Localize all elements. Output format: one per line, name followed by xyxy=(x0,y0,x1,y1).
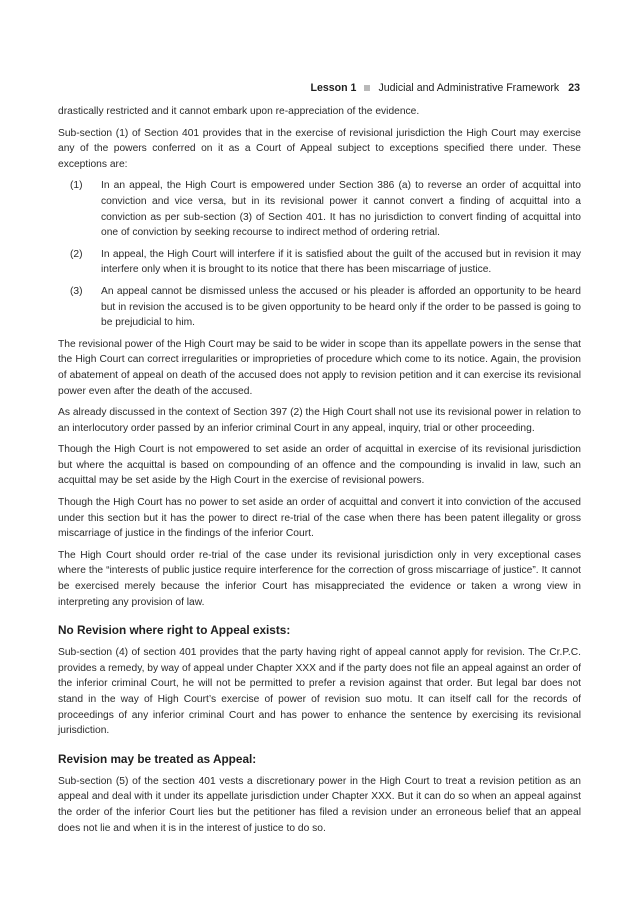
list-item-number: (1) xyxy=(70,180,83,192)
list-item-text: In appeal, the High Court will interfere if it is satisfied about the guilt of the accused but in revision it may interfere only when it is brought to its notice that there has been miscarriage of justice. xyxy=(101,248,581,276)
paragraph-intro: drastically restricted and it cannot embark upon re-appreciation of the evidence. xyxy=(58,106,420,117)
list-item-number: (2) xyxy=(70,248,83,260)
heading-revision-as-appeal: Revision may be treated as Appeal: xyxy=(58,751,257,766)
page-body xyxy=(58,104,581,842)
list-item-text: In an appeal, the High Court is empowered under Section 386 (a) to reverse an order of acquittal into conviction and vice versa, but in its revisional power it cannot convert a finding of acquittal into a conviction as per sub-section (3) of Section 401. It has no jurisdiction to convert finding of acquittal into one of conviction by seeking recourse to indirect method of ordering retrial. xyxy=(101,180,581,239)
paragraph-subsection-1: Sub-section (1) of Section 401 provides that in the exercise of revisional jurisdiction the High Court may exercise any of the powers conferred on it as a Court of Appeal subject to exceptions specified there under. These exceptions are: xyxy=(58,127,581,170)
paragraph-compounding: Though the High Court is not empowered to set aside an order of acquittal in exercise of its revisional jurisdiction but where the acquittal is based on compounding of an offence and the compounding is invalid in law, such an acquittal may be set aside by the High Court in the exercise of revisional powers. xyxy=(58,444,581,487)
paragraph-no-revision: Sub-section (4) of section 401 provides that the party having right of appeal cannot apply for revision. The Cr.P.C. provides a remedy, by way of appeal under Chapter XXX and if the party does not file an appeal against an order of the inferior criminal Court, he will not be permitted to prefer a revision against that order. But legal bar does not stand in the way of High Court’s exercise of power of revision suo motu. It can itself call for the records of proceedings of any inferior criminal Court and has power to enhance the sentence by exercising its revisional jurisdiction. xyxy=(58,647,581,737)
list-item xyxy=(58,178,581,240)
exceptions-list xyxy=(58,178,581,330)
chapter-title: Judicial and Administrative Framework xyxy=(378,82,560,94)
heading-no-revision: No Revision where right to Appeal exists: xyxy=(58,623,291,638)
paragraph-revision-as-appeal: Sub-section (5) of the section 401 vests a discretionary power in the High Court to treat a revision petition as an appeal and deal with it under its appellate jurisdiction under Chapter XXX. But it can do so when an appeal against the order of the inferior Court lies but the petitioner has filed a revision under an erroneous belief that an appeal does not lie and when it is in the interest of justice to do so. xyxy=(58,775,581,834)
list-item-number: (3) xyxy=(70,285,83,297)
paragraph-exceptional-cases: The High Court should order re-trial of the case under its revisional jurisdiction only in very exceptional cases where the “interests of public justice require interference for the correction of gross miscarriage of justice”. It cannot be exercised merely because the inferior Court has misappreciated the evidence or taken a wrong view in interpreting any provision of law. xyxy=(58,549,581,608)
page-number: 23 xyxy=(568,82,580,94)
list-item xyxy=(58,284,581,331)
paragraph-retrial: Though the High Court has no power to set aside an order of acquittal and convert it into conviction of the accused under this section but it has the power to direct re-trial of the case when there has been patent illegality or gross miscarriage of justice in the findings of the inferior Court. xyxy=(58,497,581,540)
paragraph-interlocutory: As already discussed in the context of Section 397 (2) the High Court shall not use its revisional power in relation to an interlocutory order passed by an inferior criminal Court in any appeal, inquiry, trial or other proceeding. xyxy=(58,407,581,434)
list-item xyxy=(58,247,581,278)
square-bullet-icon xyxy=(364,85,370,91)
running-header xyxy=(311,81,581,95)
paragraph-wider-scope: The revisional power of the High Court may be said to be wider in scope than its appellate powers in the sense that the High Court can correct irregularities or improprieties of procedure which come to its notice. Again, the provision of abatement of appeal on death of the accused does not apply to revision petition and it can exercise its revisional power even after the death of the accused. xyxy=(58,338,581,397)
lesson-label: Lesson 1 xyxy=(310,82,357,94)
list-item-text: An appeal cannot be dismissed unless the accused or his pleader is afforded an opportunity to be heard but in revision the accused is to be given opportunity to be heard only if the order to be passed is going to be prejudicial to him. xyxy=(101,285,581,329)
